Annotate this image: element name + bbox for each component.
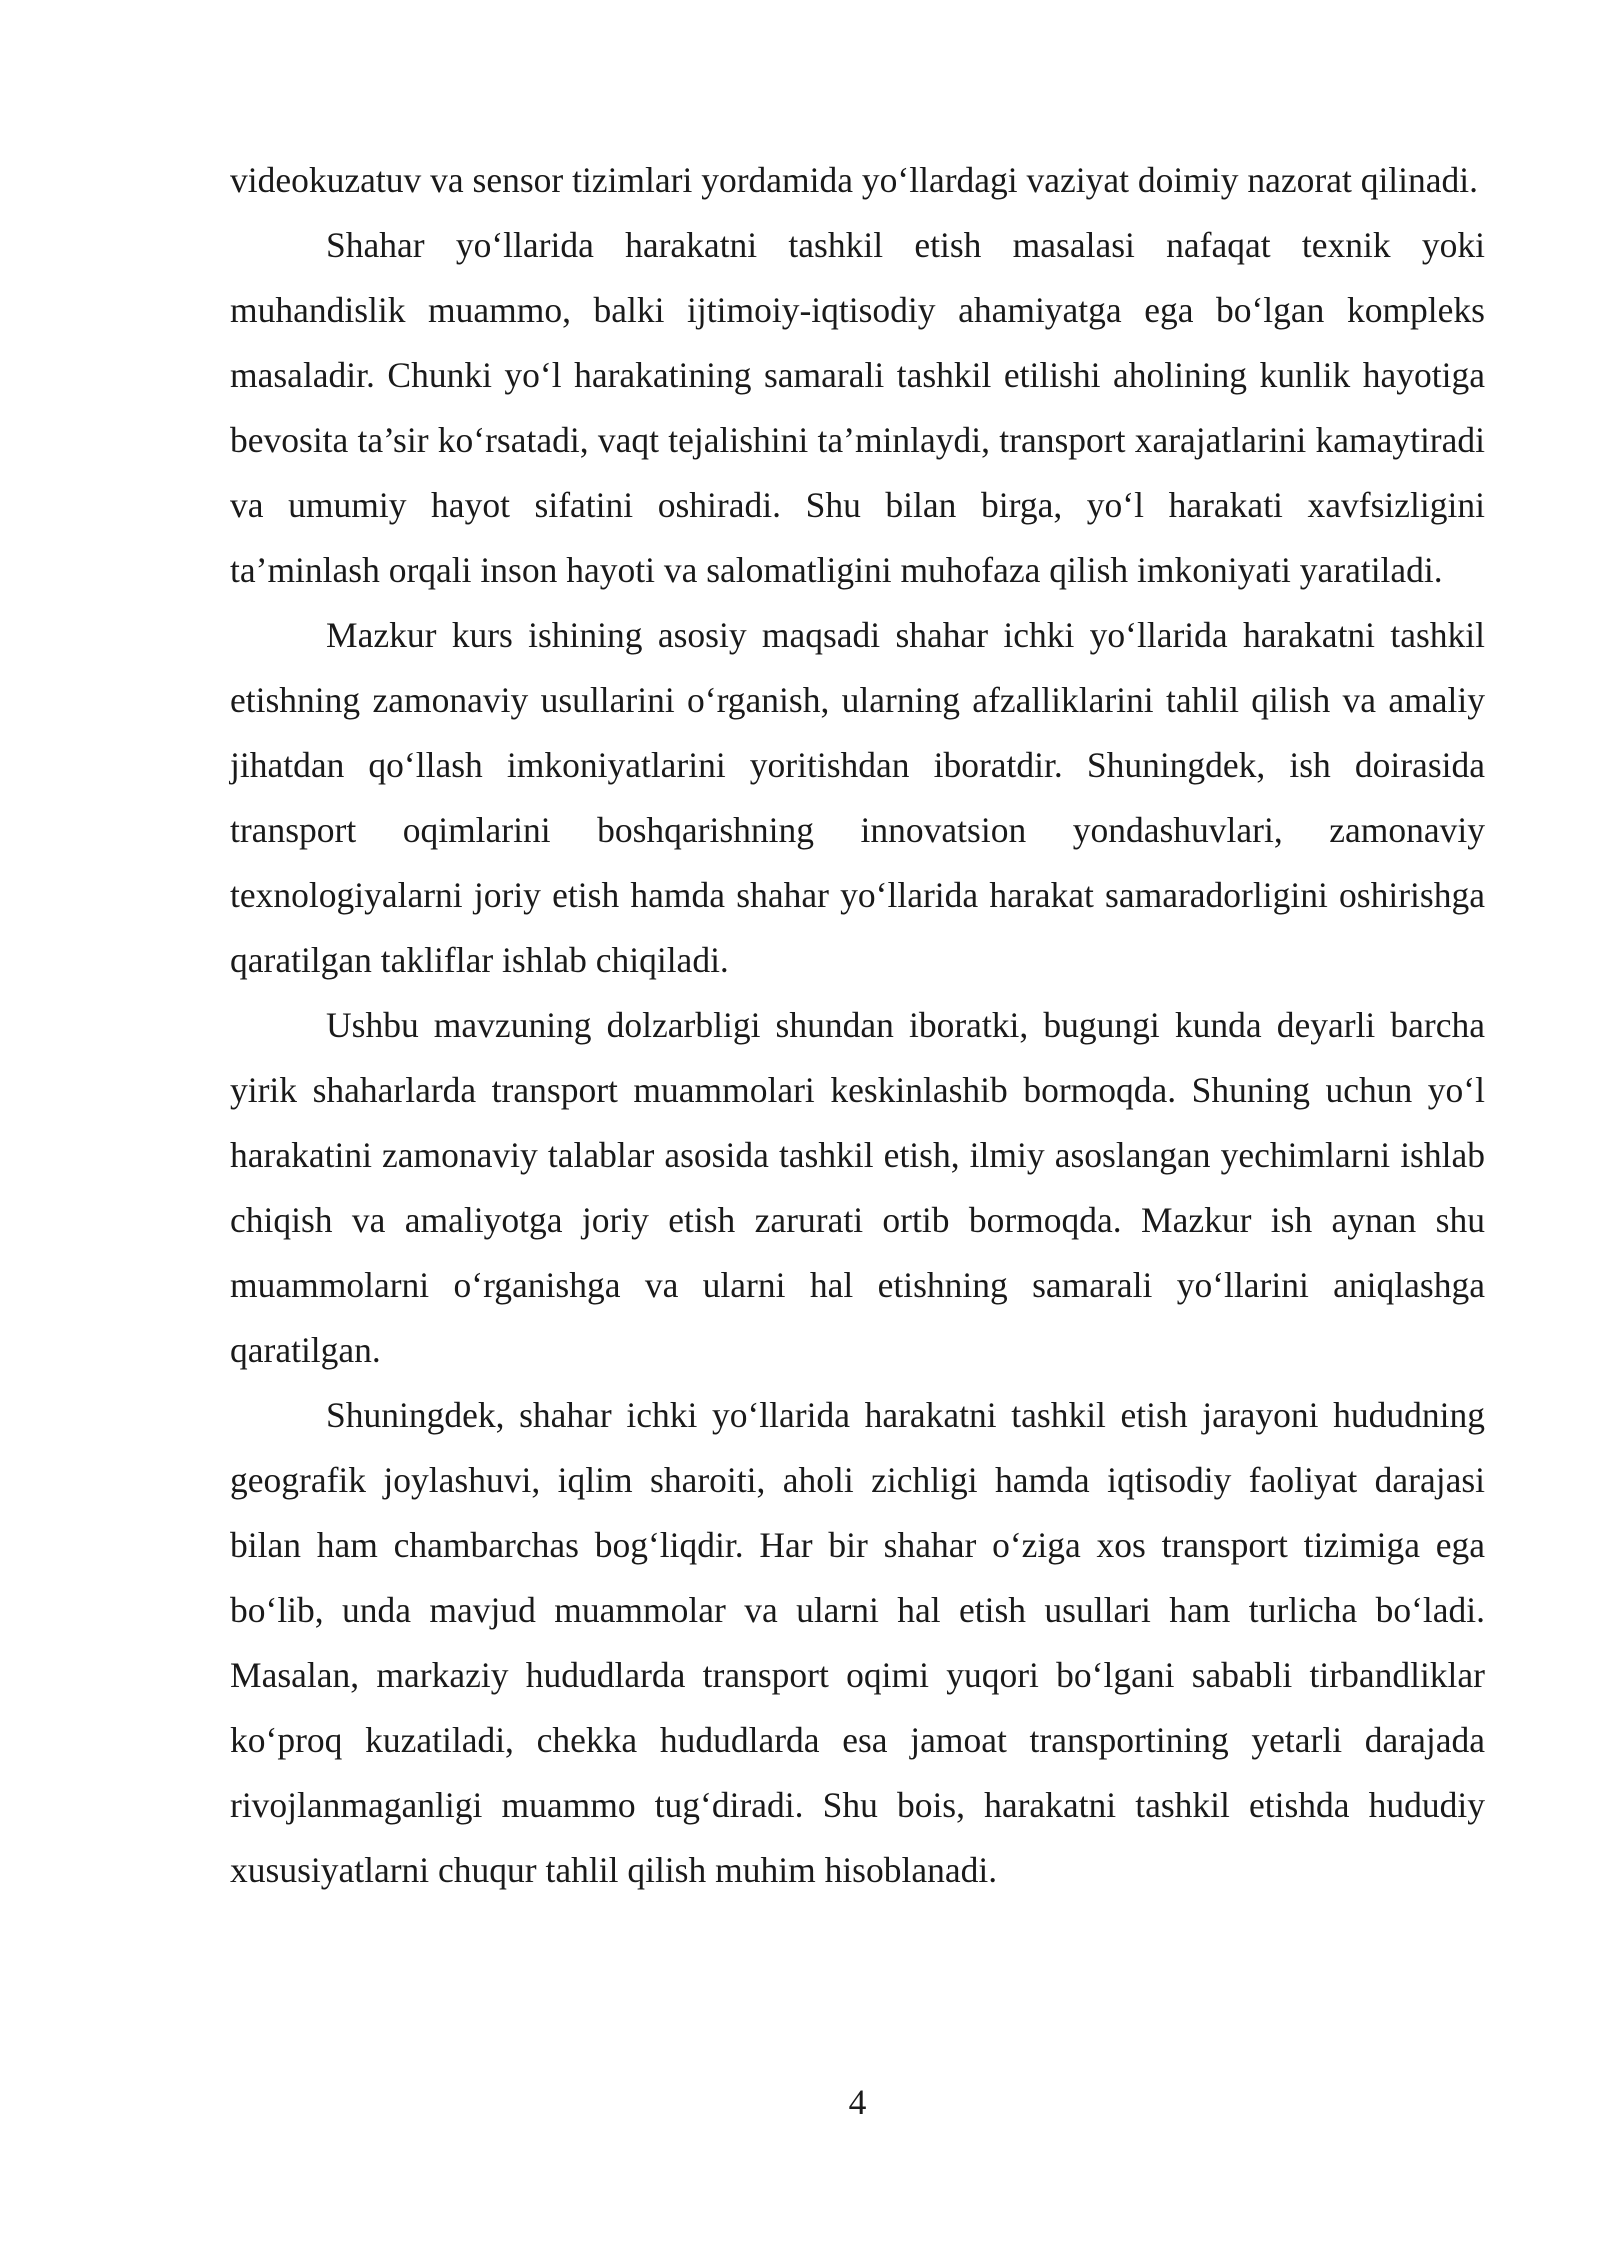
paragraph: Shuningdek, shahar ichki yo‘llarida harakatni tashkil etish jarayoni hududning geografik joylashuvi, iqlim sharoiti, aholi zichligi hamda iqtisodiy faoliyat darajasi bilan ham chambarchas bog‘liqdir. Har bir shahar o‘ziga xos transport tizimiga ega bo‘lib, unda mavjud muammolar va ularni hal etish usullari ham turlicha bo‘ladi. Masalan, markaziy hududlarda transport oqimi yuqori bo‘lgani sababli tirbandliklar ko‘proq kuzatiladi, chekka hududlarda esa jamoat transportining yetarli darajada rivojlanmaganligi muammo tug‘diradi. Shu bois, harakatni tashkil etishda hududiy xususiyatlarni chuqur tahlil qilish muhim hisoblanadi. bbox=[230, 1395, 1485, 1890]
paragraph-continuation: videokuzatuv va sensor tizimlari yordamida yo‘llardagi vaziyat doimiy nazorat qilinadi. bbox=[230, 160, 1479, 200]
paragraph: Shahar yo‘llarida harakatni tashkil etish masalasi nafaqat texnik yoki muhandislik muammo, balki ijtimoiy-iqtisodiy ahamiyatga ega bo‘lgan kompleks masaladir. Chunki yo‘l harakatining samarali tashkil etilishi aholining kunlik hayotiga bevosita ta’sir ko‘rsatadi, vaqt tejalishini ta’minlaydi, transport xarajatlarini kamaytiradi va umumiy hayot sifatini oshiradi. Shu bilan birga, yo‘l harakati xavfsizligini ta’minlash orqali inson hayoti va salomatligini muhofaza qilish imkoniyati yaratiladi. bbox=[230, 225, 1485, 590]
document-body bbox=[230, 148, 1485, 1903]
paragraph: Mazkur kurs ishining asosiy maqsadi shahar ichki yo‘llarida harakatni tashkil etishning zamonaviy usullarini o‘rganish, ularning afzalliklarini tahlil qilish va amaliy jihatdan qo‘llash imkoniyatlarini yoritishdan iboratdir. Shuningdek, ish doirasida transport oqimlarini boshqarishning innovatsion yondashuvlari, zamonaviy texnologiyalarni joriy etish hamda shahar yo‘llarida harakat samaradorligini oshirishga qaratilgan takliflar ishlab chiqiladi. bbox=[230, 615, 1485, 980]
page-number: 4 bbox=[848, 2082, 867, 2122]
paragraph: Ushbu mavzuning dolzarbligi shundan iboratki, bugungi kunda deyarli barcha yirik shaharlarda transport muammolari keskinlashib bormoqda. Shuning uchun yo‘l harakatini zamonaviy talablar asosida tashkil etish, ilmiy asoslangan yechimlarni ishlab chiqish va amaliyotga joriy etish zarurati ortib bormoqda. Mazkur ish aynan shu muammolarni o‘rganishga va ularni hal etishning samarali yo‘llarini aniqlashga qaratilgan. bbox=[230, 1005, 1485, 1370]
